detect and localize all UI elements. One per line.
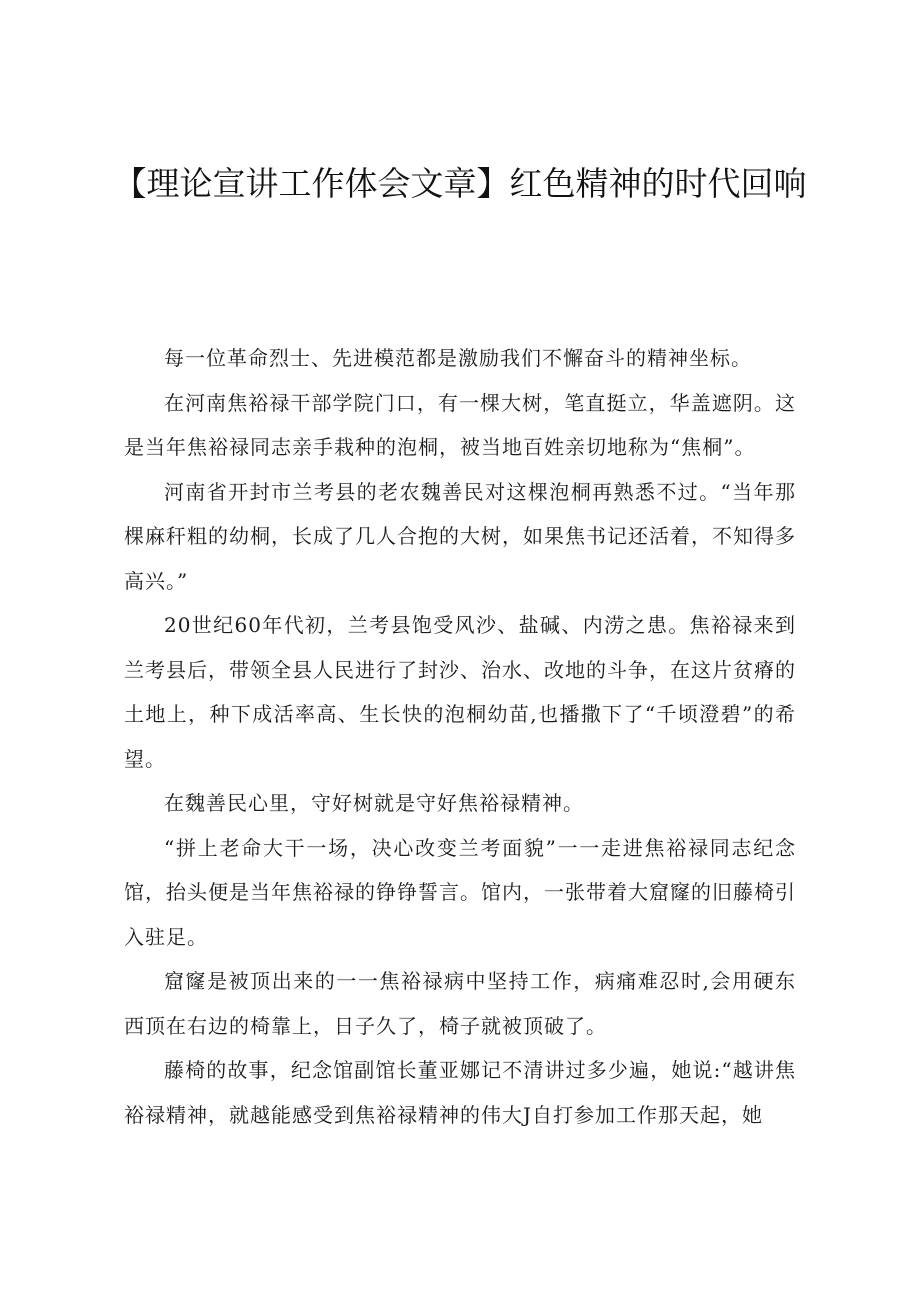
paragraph: 在魏善民心里，守好树就是守好焦裕禄精神。 — [164, 791, 584, 815]
paragraph: 藤椅的故事，纪念馆副馆长董亚娜记不清讲过多少遍，她说:“越讲焦裕禄精神，就越能感受到焦裕禄精神的伟大J自打参加工作那天起，她 — [124, 1058, 796, 1127]
paragraph: 河南省开封市兰考县的老农魏善民对这棵泡桐再熟悉不过。“当年那棵麻秆粗的幼桐，长成了几人合抱的大树，如果焦书记还活着，不知得多高兴。” — [124, 479, 796, 593]
paragraph: 窟窿是被顶出来的一一焦裕禄病中坚持工作，病痛难忍时,会用硬东西顶在右边的椅靠上，日子久了，椅子就被顶破了。 — [124, 969, 796, 1038]
paragraph: 每一位革命烈士、先进模范都是激励我们不懈奋斗的精神坐标。 — [164, 346, 752, 370]
paragraph: “拼上老命大干一场，决心改变兰考面貌”一一走进焦裕禄同志纪念馆，抬头便是当年焦裕禄的铮铮誓言。馆内，一张带着大窟窿的旧藤椅引入驻足。 — [124, 835, 796, 949]
document-title: 【理论宣讲工作体会文章】红色精神的时代回响 — [113, 164, 807, 203]
paragraph: 20世纪60年代初，兰考县饱受风沙、盐碱、内涝之患。焦裕禄来到兰考县后，带领全县人民进行了封沙、治水、改地的斗争，在这片贫瘠的土地上，种下成活率高、生长快的泡桐幼苗,也播撒下了“千顷澄碧”的希望。 — [124, 613, 796, 771]
paragraph: 在河南焦裕禄干部学院门口，有一棵大树，笔直挺立，华盖遮阴。这是当年焦裕禄同志亲手栽种的泡桐，被当地百姓亲切地称为“焦桐”。 — [124, 390, 796, 459]
document-body — [124, 336, 796, 1137]
